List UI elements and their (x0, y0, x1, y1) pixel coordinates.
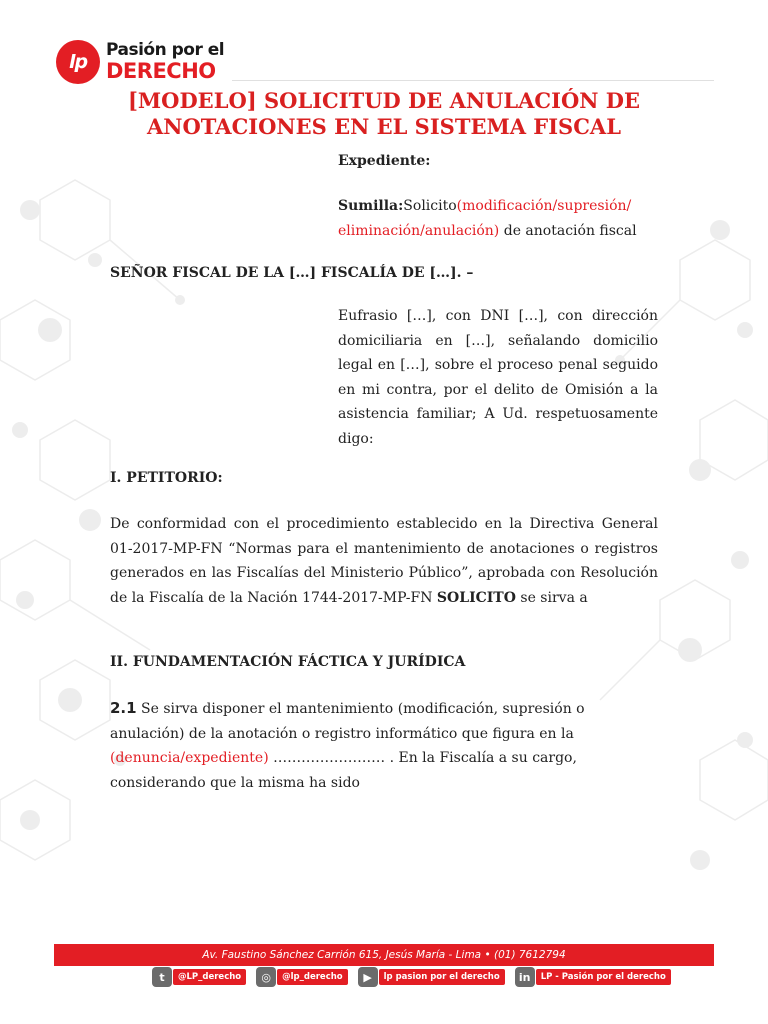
footer-socials (152, 966, 671, 988)
fundamentacion-paragraph (110, 696, 610, 795)
fund-text-1: Se sirva disponer el mantenimiento (modificación, supresión o anulación) de la anotación o registro informático que figura en la (110, 701, 585, 742)
brand-logo (56, 40, 224, 84)
sumilla-label: Sumilla: (338, 198, 404, 214)
lp-logo-icon: lp (56, 40, 100, 84)
document-title (90, 88, 678, 140)
expediente-label: Expediente: (338, 153, 431, 169)
youtube-icon: ▶ (358, 967, 378, 987)
footer-address-bar (54, 944, 714, 966)
sumilla-text-1: Solicito (403, 198, 457, 214)
social-linkedin[interactable] (515, 967, 671, 987)
social-instagram[interactable] (256, 967, 347, 987)
petitorio-bold: SOLICITO (436, 589, 516, 606)
social-instagram-label: @lp_derecho (277, 969, 347, 985)
title-line-2: ANOTACIONES EN EL SISTEMA FISCAL (147, 114, 621, 139)
petitorio-text-1: De conformidad con el procedimiento establecido en la Directiva General 01-2017-MP-FN “Normas para el mantenimiento de anotaciones o registros generados en las Fiscalías del Ministerio Público”, aprobada con Resolución de la Fiscalía de la Nación 1744-2017-MP-FN (110, 516, 658, 606)
instagram-icon: ◎ (256, 967, 276, 987)
sumilla-red-1: (modificación/supresión/ (456, 198, 632, 214)
addressee: SEÑOR FISCAL DE LA […] FISCALÍA DE […]. – (110, 265, 474, 281)
petitorio-paragraph (110, 512, 658, 610)
intro-paragraph: Eufrasio […], con DNI […], con dirección domiciliaria en […], señalando domicilio legal en […], sobre el proceso penal seguido en mi contra, por el delito de Omisión a la asistencia familiar; A Ud. respetuosamente digo: (338, 308, 658, 447)
section-number: 2.1 (110, 699, 137, 717)
social-youtube[interactable] (358, 967, 505, 987)
sumilla-red-2: eliminación/anulación) (338, 223, 500, 239)
header-divider (232, 80, 714, 81)
social-twitter[interactable] (152, 967, 246, 987)
title-line-1: [MODELO] SOLICITUD DE ANULACIÓN DE (128, 88, 640, 113)
petitorio-heading: I. PETITORIO: (110, 470, 223, 486)
social-twitter-label: @LP_derecho (173, 969, 246, 985)
petitorio-text-2: se sirva a (515, 589, 588, 606)
footer-address: Av. Faustino Sánchez Carrión 615, Jesús María - Lima • (01) 7612794 (202, 949, 566, 961)
fundamentacion-heading: II. FUNDAMENTACIÓN FÁCTICA Y JURÍDICA (110, 654, 466, 670)
linkedin-icon: in (515, 967, 535, 987)
social-linkedin-label: LP - Pasión por el derecho (536, 969, 671, 985)
social-youtube-label: lp pasion por el derecho (379, 969, 505, 985)
fund-text-2: …………………… . En la Fiscalía a su cargo, considerando que la misma ha sido (110, 750, 577, 791)
brand-name (106, 42, 224, 82)
sumilla (338, 194, 658, 244)
brand-name-top: Pasión por el (106, 40, 225, 60)
sumilla-text-2: de anotación fiscal (499, 223, 637, 239)
twitter-icon: t (152, 967, 172, 987)
fund-red: (denuncia/expediente) (110, 750, 269, 767)
brand-name-bottom: DERECHO (106, 59, 216, 83)
